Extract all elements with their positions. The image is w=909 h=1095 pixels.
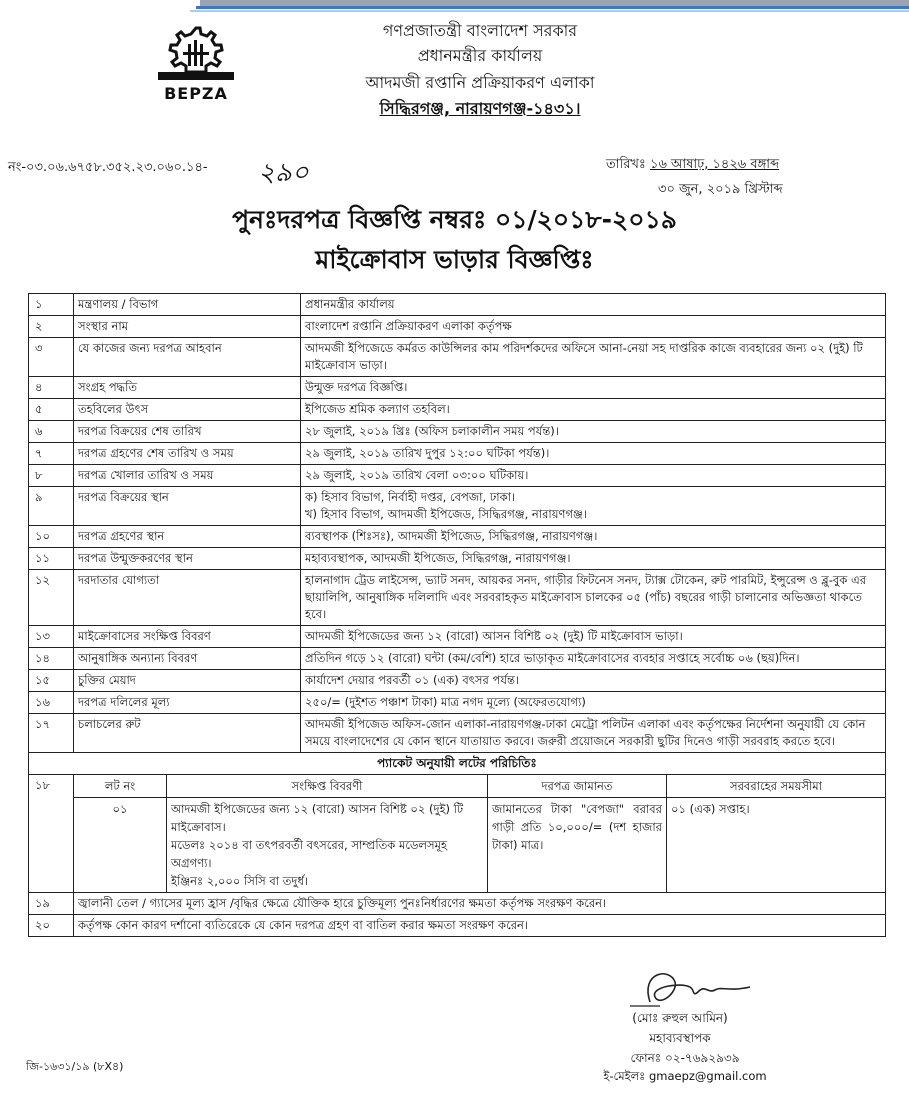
row-value-cell [301,338,886,377]
row-value-cell [301,487,886,526]
row-value: ইপিজেড শ্রমিক কল্যাণ তহবিল। [305,402,450,416]
row-label: সংস্থার নাম [74,316,301,338]
tender-info-table [28,293,886,937]
top-decor-bar [0,0,909,18]
row-value: আদমজী ইপিজেড অফিস-জোন এলাকা-নারায়ণগঞ্জ-ঢাকা মেট্রো পলিটন এলাকা এবং কর্তৃপক্ষের নির্দেশনা অনুযায়ী যে কোন সময়ে বাংলাদেশের যে কোন স্থানে যাতায়াত করবে। জরুরী প্রয়োজনে সরকারী ছুটির দিনেও গাড়ী সরবরাহ করতে হবে। [305,717,866,748]
row-value-cell [301,443,886,465]
date-english: ৩০ জুন, ২০১৯ খ্রিস্টাব্দ [658,182,783,197]
row-serial: ৬ [29,421,74,443]
lot-no: ০১ [74,798,167,893]
date-bangla [606,155,779,176]
col-security: দরপত্র জামানত [488,775,667,798]
table-row [29,465,886,487]
office-name: প্রধানমন্ত্রীর কার্যালয় [417,46,543,65]
table-row [29,648,886,670]
lot-desc [167,798,488,893]
footer-reference: জি-১৬৩১/১৯ (৮X৪) [26,1060,124,1073]
row-serial: ১৮ [29,775,74,893]
row-serial: ১১ [29,548,74,570]
row-value-cell [301,648,886,670]
row-serial: ১৪ [29,648,74,670]
table-row [29,714,886,753]
row-serial: ১৫ [29,670,74,692]
row-label: দরপত্র খোলার তারিখ ও সময় [74,465,301,487]
lot-row [29,775,886,893]
row-serial: ২ [29,316,74,338]
signature-icon [620,962,760,1012]
row-label: মাইক্রোবাসের সংক্ষিপ্ত বিবরণ [74,626,301,648]
row-serial: ৫ [29,399,74,421]
row-value: আদমজী ইপিজেডের জন্য ১২ (বারো) আসন বিশিষ্ট ০২ (দুই) টি মাইক্রোবাস ভাড়া। [305,629,683,643]
row-serial: ৭ [29,443,74,465]
row-value: জ্বালানী তেল / গ্যাসের মূল্য হ্রাস /বৃদ্ধির ক্ষেত্রে যৌক্তিক হারে চুক্তিমূল্য পুনঃনির্ধারণের ক্ষমতা কর্তৃপক্ষ সংরক্ষণ করেন। [74,893,886,915]
row-value-cell [301,670,886,692]
lot-time: ০১ (এক) সপ্তাহ। [667,798,886,893]
row-value-cell [301,465,886,487]
lot-table [74,775,885,892]
lot-data-row [74,798,885,893]
table-row [29,399,886,421]
row-serial: ১৩ [29,626,74,648]
lot-security: জামানতের টাকা "বেপজা" বরাবর গাড়ী প্রতি ১০,০০০/= (দশ হাজার টাকা) মাত্র। [488,798,667,893]
table-row [29,443,886,465]
signatory-designation: মহাব্যবস্থাপক [649,1031,711,1045]
row-value-2: খ) হিসাব বিভাগ, আদমজী ইপিজেড, সিদ্ধিরগঞ্জ, নারায়ণগঞ্জ। [305,507,587,521]
table-row [29,487,886,526]
lot-header-row [74,775,885,798]
logo-text: BEPZA [164,84,228,103]
table-row [29,915,886,937]
row-label: চলাচলের রুট [74,714,301,753]
row-label: দরপত্র গ্রহণের শেষ তারিখ ও সময় [74,443,301,465]
row-value: বাংলাদেশ রপ্তানি প্রক্রিয়াকরণ এলাকা কর্তৃপক্ষ [305,319,512,333]
signatory-phone: ফোনঃ ০২-৭৬৯২৯৩৯ [630,1051,740,1065]
row-value: কার্যাদেশ দেয়ার পরবর্তী ০১ (এক) বৎসর পর্যন্ত। [305,673,519,687]
row-label: দরপত্র উন্মুক্তকরণের স্থান [74,548,301,570]
row-serial: ১২ [29,570,74,626]
govt-name: গণপ্রজাতন্ত্রী বাংলাদেশ সরকার [382,21,578,40]
row-value-cell [301,692,886,714]
row-label: তহবিলের উৎস [74,399,301,421]
signatory-email: ই-মেইলঃ gmaepz@gmail.com [603,1069,767,1083]
table-row [29,670,886,692]
zone-name: আদমজী রপ্তানি প্রক্রিয়াকরণ এলাকা [365,73,595,92]
table-row [29,526,886,548]
notice-subtitle: মাইক্রোবাস ভাড়ার বিজ্ঞপ্তিঃ [315,245,594,274]
row-serial: ১৭ [29,714,74,753]
row-value-cell [301,626,886,648]
row-value: ব্যবস্থাপক (শিঃসঃ), আদমজী ইপিজেড, সিদ্ধিরগঞ্জ, নারায়ণগঞ্জ। [305,529,598,543]
row-value: ২৮ জুলাই, ২০১৯ খ্রিঃ (অফিস চলাকালীন সময় পর্যন্ত)। [305,424,559,438]
row-label: চুক্তির মেয়াদ [74,670,301,692]
row-serial: ১ [29,294,74,316]
col-desc: সংক্ষিপ্ত বিবরণী [167,775,488,798]
row-value: আদমজী ইপিজেডে কর্মরত কাউন্সিলর কাম পরিদর্শকদের অফিসে আনা-নেয়া সহ দাপ্তরিক কাজে ব্যবহারের জন্য ০২ (দুই) টি মাইক্রোবাস ভাড়া। [305,341,863,372]
address: সিদ্ধিরগঞ্জ, নারায়ণগঞ্জ-১৪৩১। [379,99,581,118]
row-label: যে কাজের জন্য দরপত্র আহবান [74,338,301,377]
row-value: প্রতিদিন গড়ে ১২ (বারো) ঘন্টা (কম/বেশি) হারে ভাড়াকৃত মাইক্রোবাসের ব্যবহার সপ্তাহে সর্বোচ্চ ০৬ (ছয়)দিন। [305,651,800,665]
table-row [29,570,886,626]
row-label: আনুষাঙ্গিক অন্যান্য বিবরণ [74,648,301,670]
row-value-cell [301,377,886,399]
row-value-cell [301,421,886,443]
row-value: উন্মুক্ত দরপত্র বিজ্ঞপ্তি। [305,380,408,394]
memo-prefix: নং-০৩.০৬.৬৭৫৮.৩৫২.২৩.০৬০.১৪- [8,160,208,175]
row-value-cell [301,294,886,316]
row-value: ২৯ জুলাই, ২০১৯ তারিখ দুপুর ১২:০০ ঘটিকা পর্যন্ত)। [305,446,550,460]
row-serial: ১০ [29,526,74,548]
row-value: ২৫০/= (দুইশত পঞ্চাশ টাকা) মাত্র নগদ মূল্যে (অফেরতযোগ্য) [305,695,586,709]
date-bangla-value: ১৬ আষাঢ়, ১৪২৬ বঙ্গাব্দ [650,157,780,172]
row-value-cell [301,548,886,570]
row-serial: ৯ [29,487,74,526]
date-label: তারিখঃ [606,157,646,172]
row-label: দরপত্র গ্রহণের স্থান [74,526,301,548]
row-label: দরপত্র বিক্রয়ের শেষ তারিখ [74,421,301,443]
row-value-cell [301,714,886,753]
row-serial: ৩ [29,338,74,377]
packet-heading: প্যাকেট অনুযায়ী লটের পরিচিতিঃ [29,753,886,775]
row-value-cell [301,316,886,338]
table-row [29,692,886,714]
table-row [29,421,886,443]
row-label: দরপত্র বিক্রয়ের স্থান [74,487,301,526]
lot-desc-line: আদমজী ইপিজেডের জন্য ১২ (বারো) আসন বিশিষ্ট ০২ (দুই) টি মাইক্রোবাস। [171,802,464,834]
table-row [29,294,886,316]
table-row [29,893,886,915]
row-serial: ৮ [29,465,74,487]
notice-title: পুনঃদরপত্র বিজ্ঞপ্তি নম্বরঃ ০১/২০১৮-২০১৯ [232,205,677,234]
row-label: মন্ত্রণালয় / বিভাগ [74,294,301,316]
lot-desc-line: মডেলঃ ২০১৪ বা তৎপরবর্তী বৎসরের, সাম্প্রতিক মডেলসমূহ অগ্রগণ্য। [171,838,448,870]
signatory-name: (মোঃ রুহুল আমিন) [632,1011,728,1025]
lot-table-cell [74,775,886,893]
col-time: সরবরাহের সময়সীমা [667,775,886,798]
col-lot: লট নং [74,775,167,798]
row-value-cell [301,570,886,626]
table-row [29,338,886,377]
table-row [29,548,886,570]
row-value: ক) হিসাব বিভাগ, নির্বাহী দপ্তর, বেপজা, ঢাকা। [305,490,516,504]
row-serial: ১৯ [29,893,74,915]
table-row [29,626,886,648]
row-serial: ২০ [29,915,74,937]
row-label: দরপত্র দলিলের মূল্য [74,692,301,714]
table-row [29,316,886,338]
row-serial: ৪ [29,377,74,399]
table-row [29,377,886,399]
packet-heading-row [29,753,886,775]
row-value-cell [301,399,886,421]
row-serial: ১৬ [29,692,74,714]
row-value-cell [301,526,886,548]
row-label: সংগ্রহ পদ্ধতি [74,377,301,399]
row-value: প্রধানমন্ত্রীর কার্যালয় [305,297,395,311]
row-value: কর্তৃপক্ষ কোন কারণ দর্শানো ব্যতিরেকে যে কোন দরপত্র গ্রহণ বা বাতিল করার ক্ষমতা সংরক্ষণ করেন। [74,915,886,937]
row-value: মহাব্যবস্থাপক, আদমজী ইপিজেড, সিদ্ধিরগঞ্জ, নারায়ণগঞ্জ। [305,551,571,565]
lot-desc-line: ইঞ্জিনঃ ২,০০০ সিসি বা তদুর্ধ। [171,874,309,888]
memo-handwritten-number: ২৯০ [258,158,309,188]
row-value: হালনাগাদ ট্রেড লাইসেন্স, ভ্যাট সনদ, আয়কর সনদ, গাড়ীর ফিটনেস সনদ, ট্যাক্স টোকেন, রুট পারমিট, ইন্সুরেন্স ও ব্লু-বুক এর ছায়ালিপি, আনুষাঙ্গিক দলিলাদি এবং সরবরাহকৃত মাইক্রোবাস চালকের ০৫ (পাঁচ) বছরের গাড়ী চালানোর অভিজ্ঞতা থাকতে হবে। [305,573,867,621]
row-label: দরদাতার যোগ্যতা [74,570,301,626]
row-value: ২৯ জুলাই, ২০১৯ তারিখ বেলা ০৩:০০ ঘটিকায়। [305,468,529,482]
